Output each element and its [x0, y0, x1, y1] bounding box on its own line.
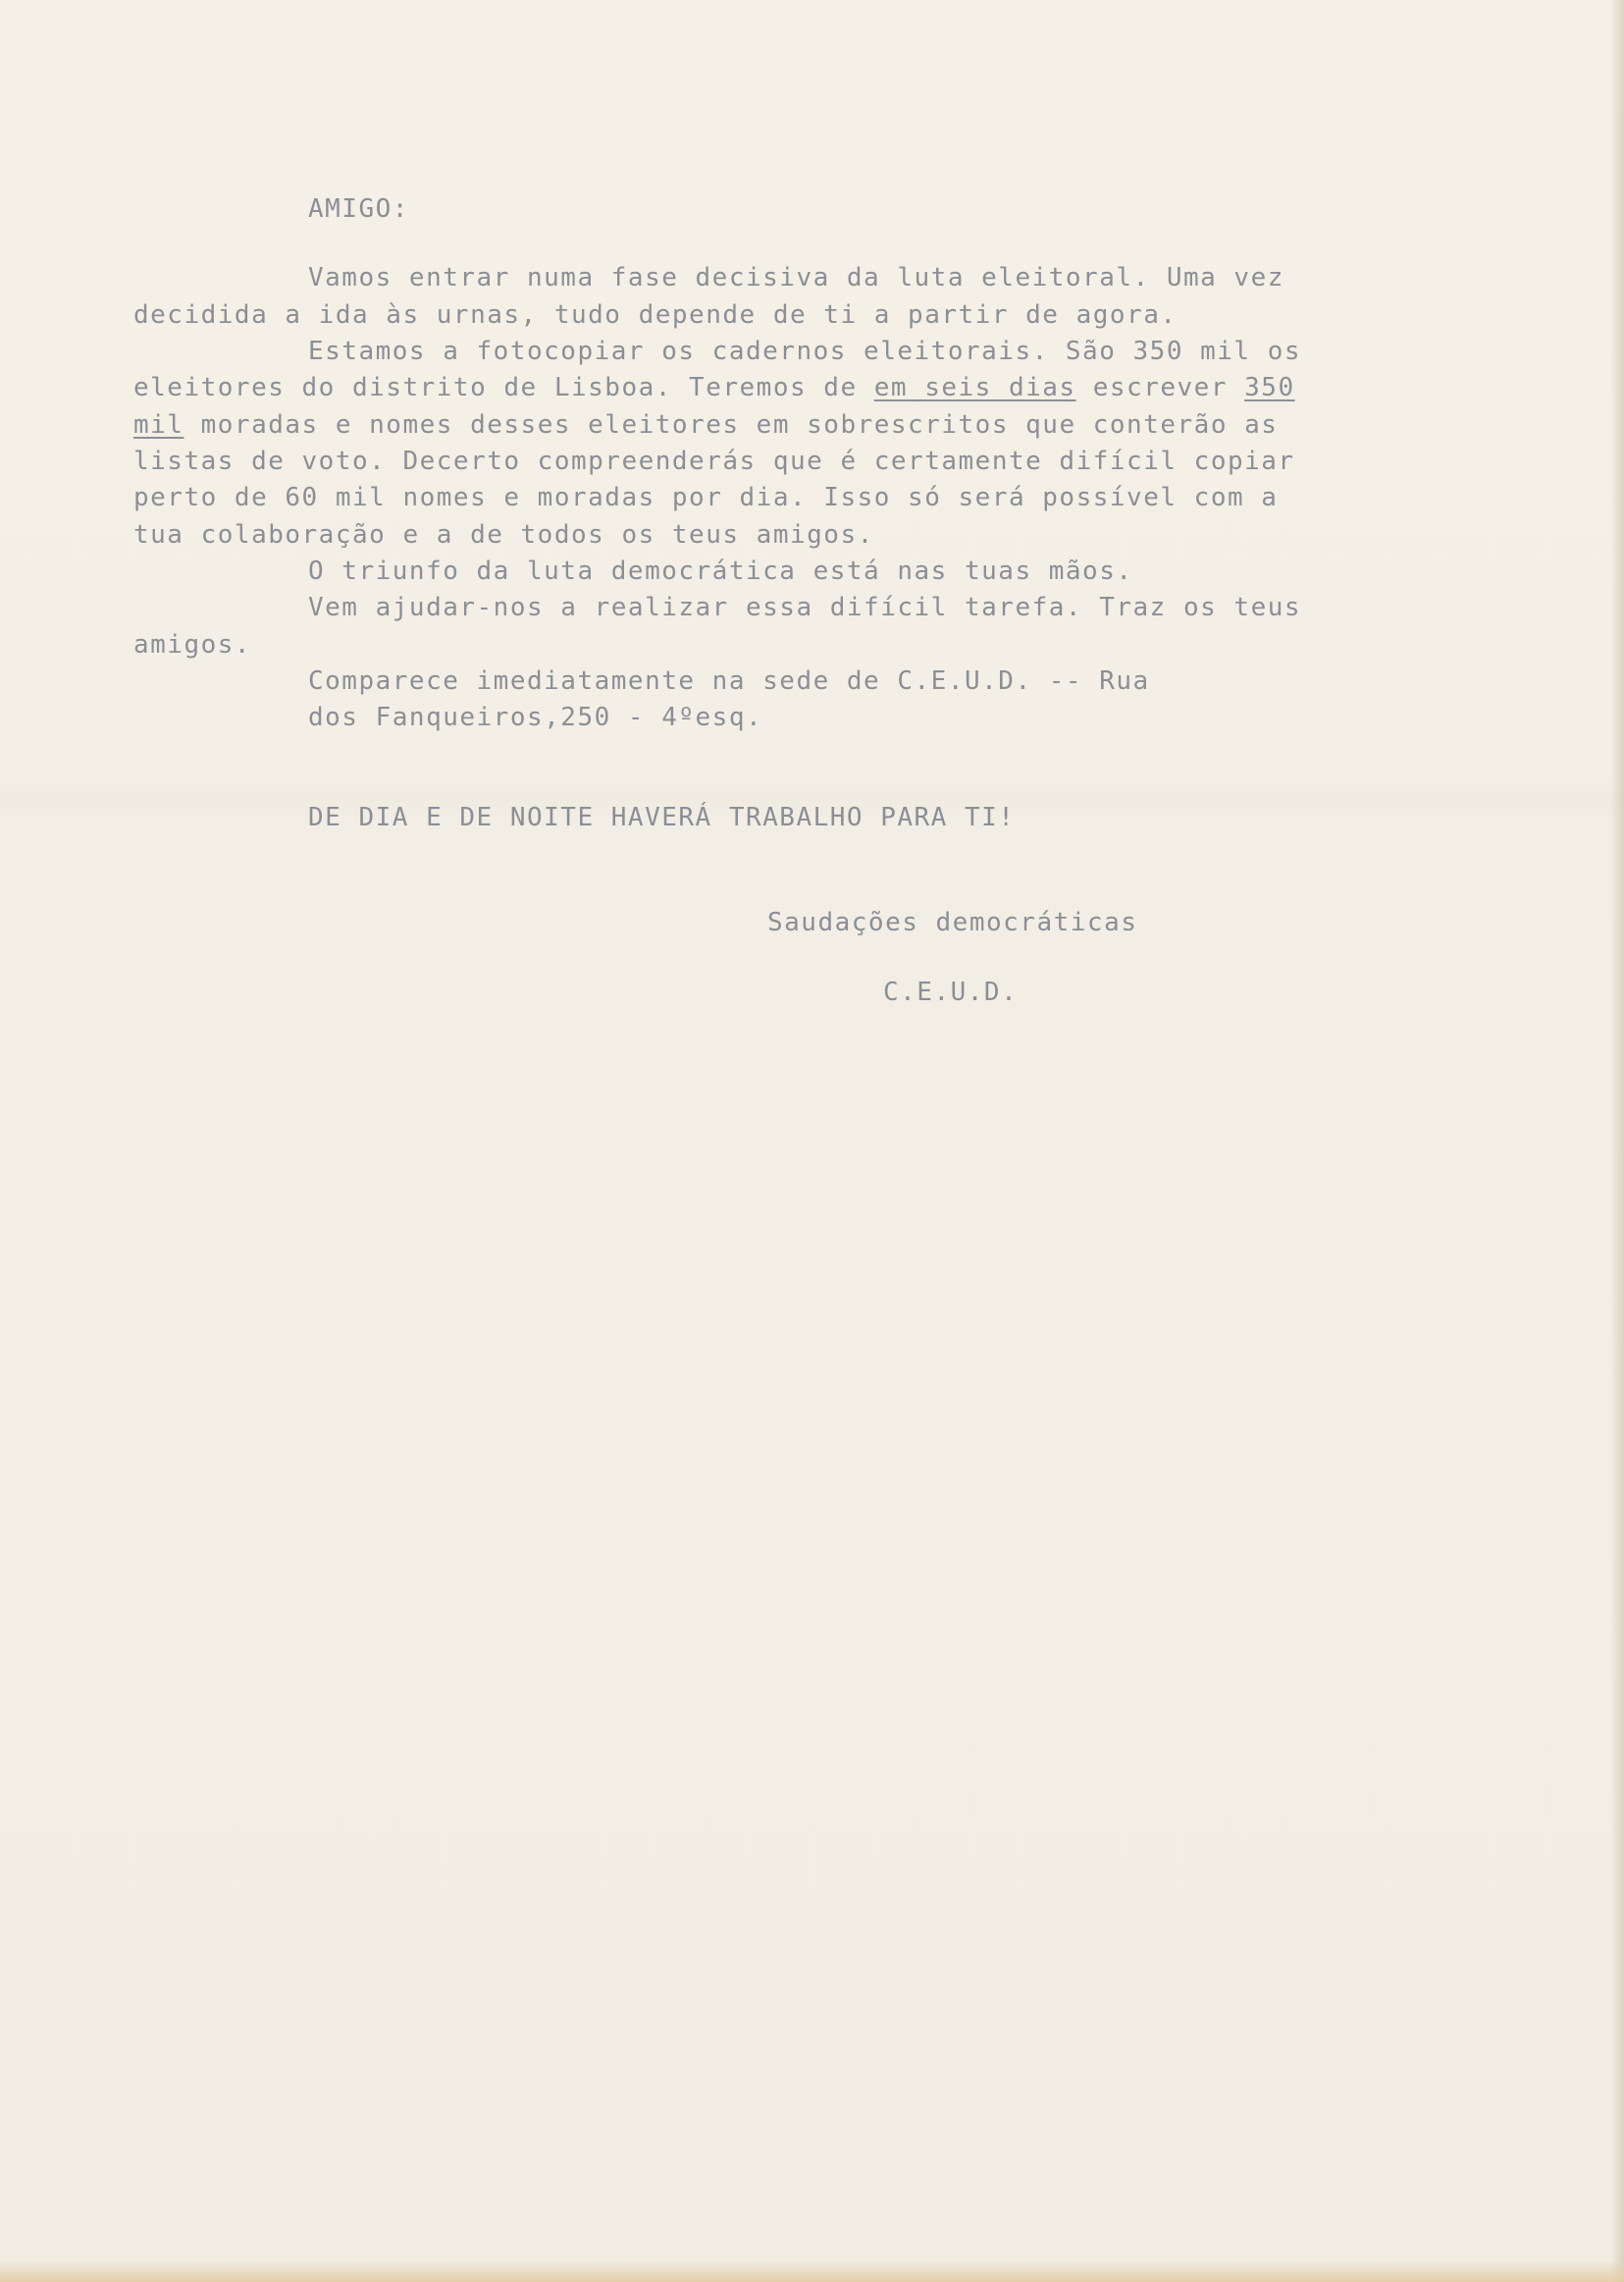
para4-line2: amigos.	[133, 630, 252, 660]
closing: Saudações democráticas	[767, 908, 1138, 937]
para2-line2	[133, 373, 1295, 402]
para2-line2-b: escrever	[1075, 373, 1245, 402]
para3-line1: O triunfo da luta democrática está nas tuas mãos.	[308, 557, 1133, 586]
para2-line5: perto de 60 mil nomes e moradas por dia. Isso só será possível com a	[133, 483, 1279, 512]
para2-line1: Estamos a fotocopiar os cadernos eleitorais. São 350 mil os	[308, 337, 1302, 366]
salutation: AMIGO:	[308, 194, 409, 224]
underlined-350: 350	[1244, 373, 1295, 402]
underlined-mil: mil	[133, 410, 184, 440]
para2-line4: listas de voto. Decerto compreenderás que é certamente difícil copiar	[133, 447, 1295, 476]
callout: DE DIA E DE NOITE HAVERÁ TRABALHO PARA TI!	[308, 803, 1016, 832]
para2-line3-b: moradas e nomes desses eleitores em sobrescritos que conterão as	[183, 410, 1279, 440]
para5-line2: dos Fanqueiros,250 - 4ºesq.	[308, 703, 763, 732]
letter-body	[0, 0, 1302, 1007]
para2-line6: tua colaboração e a de todos os teus amigos.	[133, 520, 874, 550]
para1-line2: decidida a ida às urnas, tudo depende de ti a partir de agora.	[133, 300, 1178, 330]
para1-line1: Vamos entrar numa fase decisiva da luta eleitoral. Uma vez	[308, 263, 1284, 292]
paper-edge	[1610, 0, 1624, 2282]
para4-line1: Vem ajudar-nos a realizar essa difícil tarefa. Traz os teus	[308, 593, 1302, 622]
para2-line3	[133, 410, 1278, 440]
signature: C.E.U.D.	[883, 978, 1019, 1007]
para2-line2-a: eleitores do distrito de Lisboa. Teremos de	[133, 373, 874, 402]
para5-line1: Comparece imediatamente na sede de C.E.U.D. -- Rua	[308, 666, 1150, 696]
underlined-em-seis-dias: em seis dias	[873, 373, 1076, 402]
